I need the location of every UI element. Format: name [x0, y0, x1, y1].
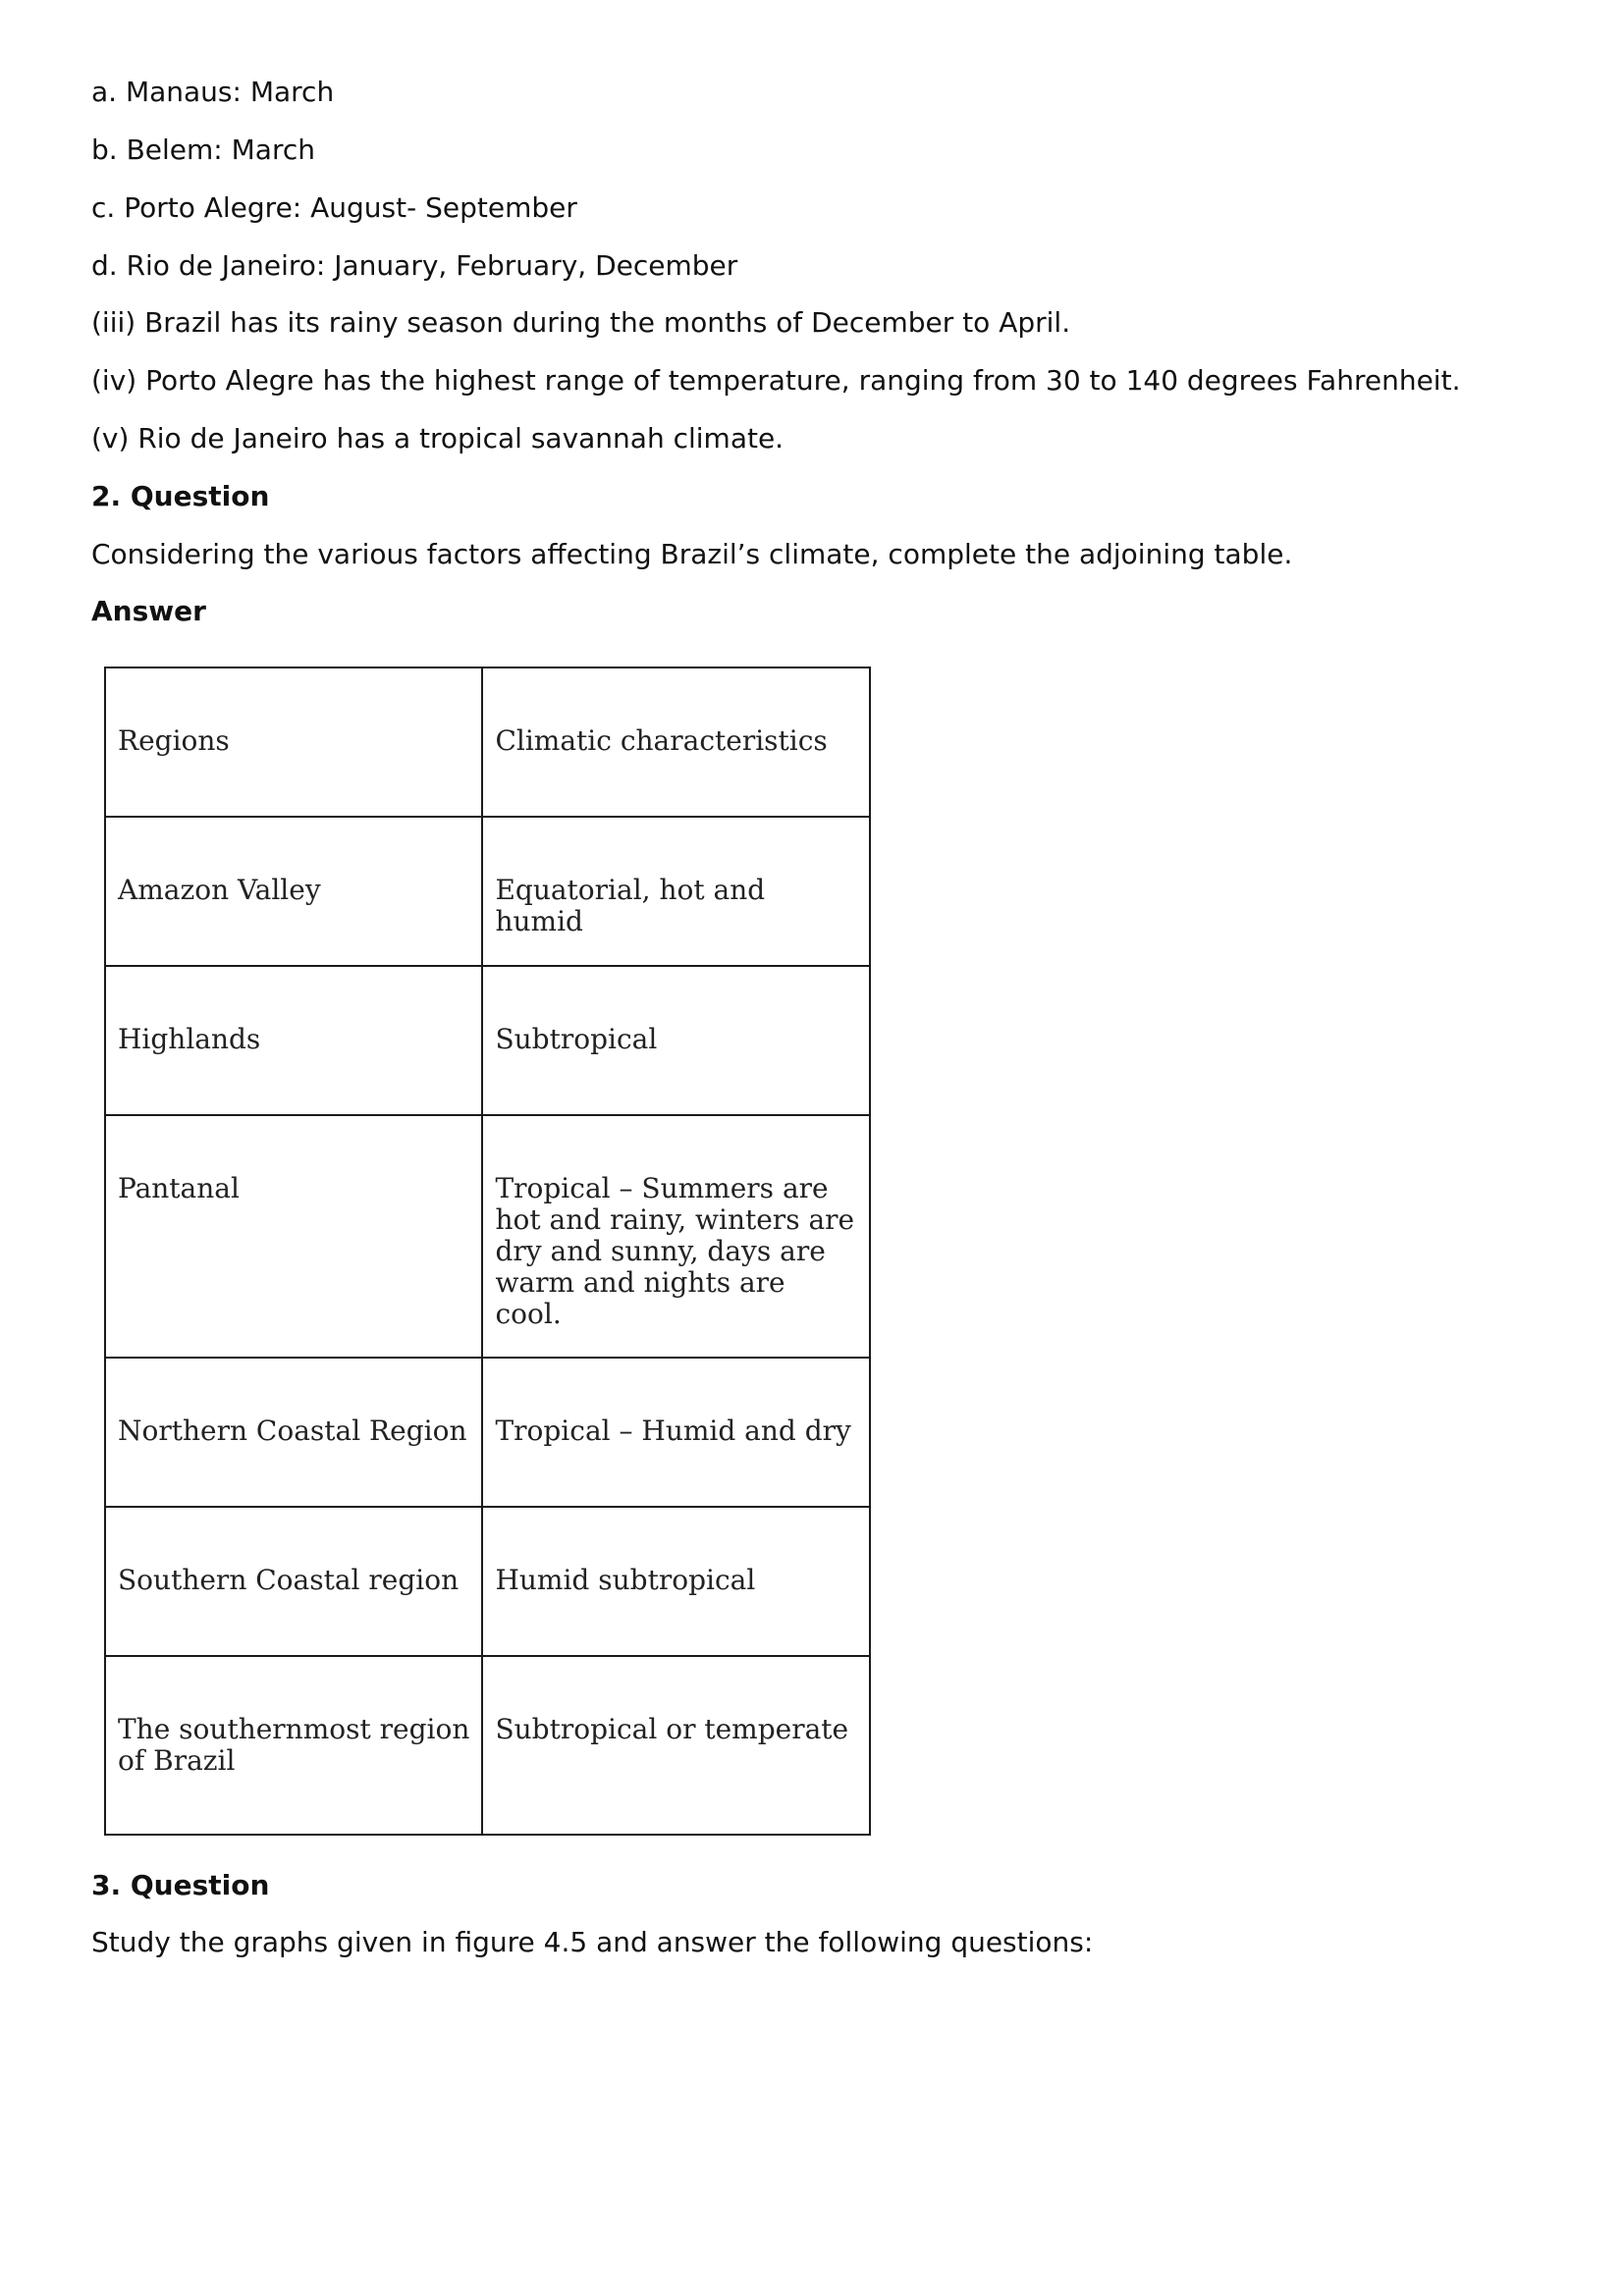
table-row	[105, 817, 870, 966]
line-c: c. Porto Alegre: August- September	[91, 191, 577, 224]
table-row	[105, 966, 870, 1115]
table-header-regions: Regions	[105, 667, 482, 817]
climate-cell: Subtropical	[482, 966, 870, 1115]
climate-cell: Humid subtropical	[482, 1507, 870, 1656]
question-2-heading: 2. Question	[91, 480, 270, 512]
climate-cell: Subtropical or temperate	[482, 1656, 870, 1835]
line-d: d. Rio de Janeiro: January, February, December	[91, 249, 738, 282]
region-cell: Amazon Valley	[105, 817, 482, 966]
line-a: a. Manaus: March	[91, 76, 335, 108]
climate-table	[104, 667, 871, 1836]
region-cell: Southern Coastal region	[105, 1507, 482, 1656]
line-b: b. Belem: March	[91, 133, 315, 166]
climate-cell: Tropical – Humid and dry	[482, 1358, 870, 1507]
region-cell: Pantanal	[105, 1115, 482, 1358]
climate-cell: Equatorial, hot and humid	[482, 817, 870, 966]
table-header-row	[105, 667, 870, 817]
climate-cell: Tropical – Summers are hot and rainy, winters are dry and sunny, days are warm and nights are cool.	[482, 1115, 870, 1358]
line-v: (v) Rio de Janeiro has a tropical savannah climate.	[91, 422, 784, 454]
table-row	[105, 1656, 870, 1835]
line-iii: (iii) Brazil has its rainy season during the months of December to April.	[91, 306, 1071, 339]
region-cell: Northern Coastal Region	[105, 1358, 482, 1507]
question-2-text: Considering the various factors affecting Brazil’s climate, complete the adjoining table.	[91, 538, 1293, 570]
table-header-climate: Climatic characteristics	[482, 667, 870, 817]
question-3-heading: 3. Question	[91, 1869, 270, 1901]
line-iv: (iv) Porto Alegre has the highest range of temperature, ranging from 30 to 140 degrees Fahrenheit.	[91, 364, 1461, 397]
region-cell: Highlands	[105, 966, 482, 1115]
region-cell: The southernmost region of Brazil	[105, 1656, 482, 1835]
table-row	[105, 1358, 870, 1507]
table-row	[105, 1115, 870, 1358]
table-row	[105, 1507, 870, 1656]
answer-label: Answer	[91, 595, 206, 627]
question-3-text: Study the graphs given in figure 4.5 and answer the following questions:	[91, 1926, 1094, 1958]
